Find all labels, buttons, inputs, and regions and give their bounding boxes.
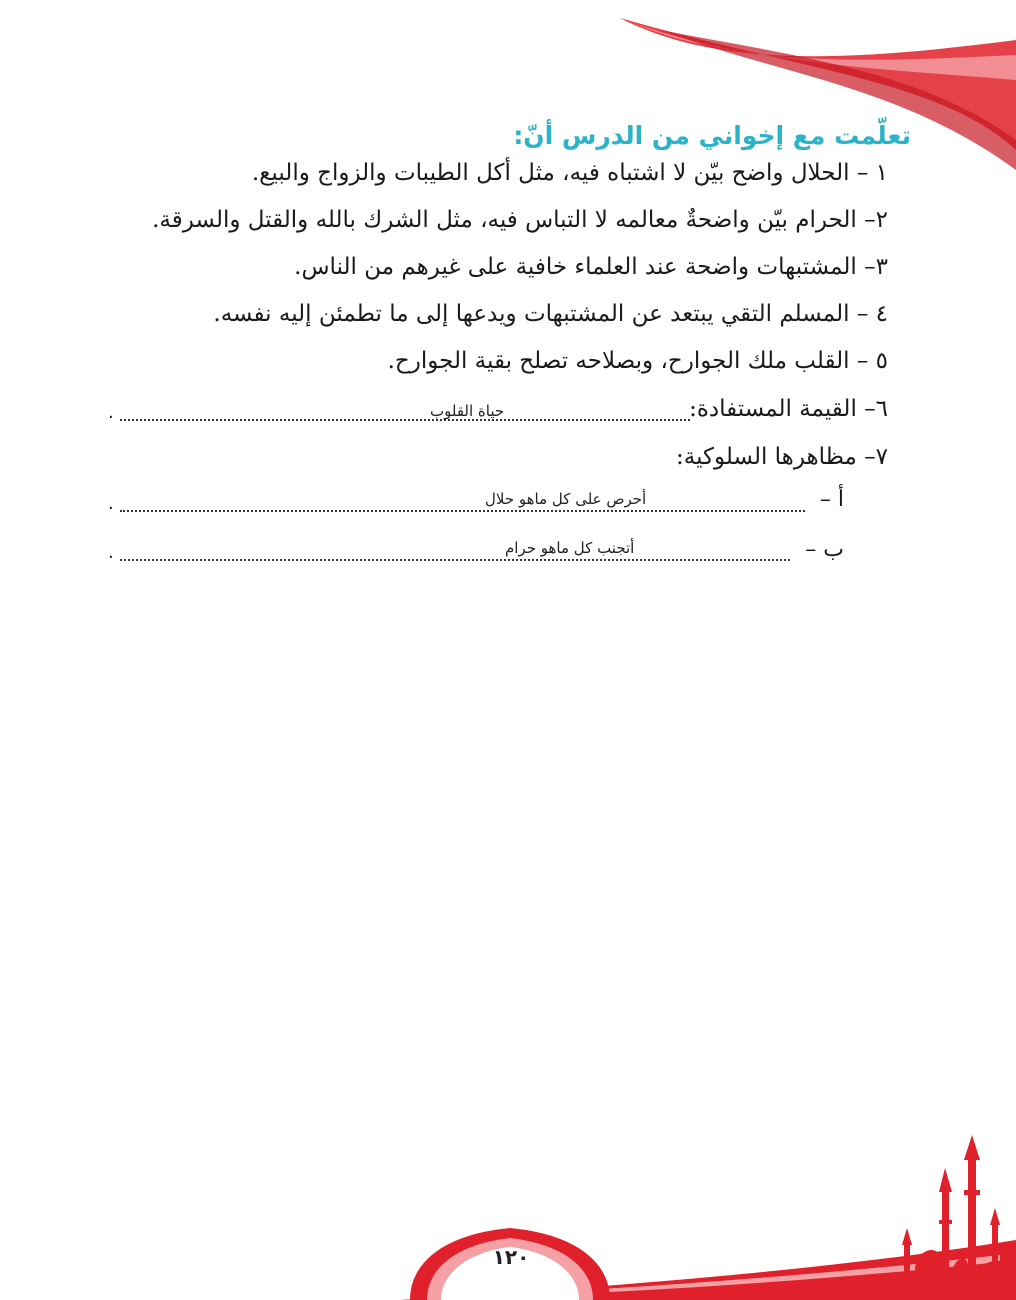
sub-item-a-letter: أ – [819,487,844,512]
point-number: ٦ [875,396,888,422]
sub-item-a-answer: أحرص على كل ماهو حلال [485,490,647,508]
sub-item-b-letter: ب – [805,537,844,562]
sub-item-b-answer: أتجنب كل ماهو حرام [505,539,635,557]
point-number: ١ [875,160,888,186]
point-number: ٣ [875,254,888,280]
point-3 [294,254,888,280]
behavior-item-label [676,444,888,470]
point-separator: – [849,301,876,327]
point-2 [152,207,888,233]
mosque-silhouette-decoration [860,1130,1016,1300]
point-4 [213,301,888,327]
sub-item-b-answer-line [120,559,790,561]
sub-item-b-period: . [108,542,114,563]
point-text: القلب ملك الجوارح، وبصلاحه تصلح بقية الجوارح. [387,348,850,374]
point-5 [388,348,888,374]
point-text: الحلال واضح بيّن لا اشتباه فيه، مثل أكل الطيبات والزواج والبيع. [251,160,850,186]
point-number: ٤ [875,301,888,327]
point-text: الحرام بيّن واضحةٌ معالمه لا التباس فيه، مثل الشرك بالله والقتل والسرقة. [152,207,857,233]
point-text: – مظاهرها السلوكية: [675,444,876,470]
point-number: ٧ [875,444,888,470]
section-heading: تعلّمت مع إخواني من الدرس أنّ: [513,120,911,150]
point-text: المشتبهات واضحة عند العلماء خافية على غيرهم من الناس. [294,254,857,280]
point-separator: – [856,254,876,280]
sub-item-a-answer-line [120,510,805,512]
point-text: – القيمة المستفادة: [689,396,876,422]
point-separator: – [856,207,876,233]
value-period: . [108,402,114,423]
point-number: ٥ [875,348,888,374]
value-answer-line [120,419,690,421]
point-number: ٢ [875,207,888,233]
point-separator: – [849,348,876,374]
value-answer: حياة القلوب [430,402,505,420]
point-separator: – [849,160,876,186]
value-item-label [689,396,888,422]
point-text: المسلم التقي يبتعد عن المشتبهات ويدعها إلى ما تطمئن إليه نفسه. [213,301,850,327]
sub-item-a-period: . [108,493,114,514]
point-1 [252,160,888,186]
page-number: ١٢٠ [492,1245,530,1269]
